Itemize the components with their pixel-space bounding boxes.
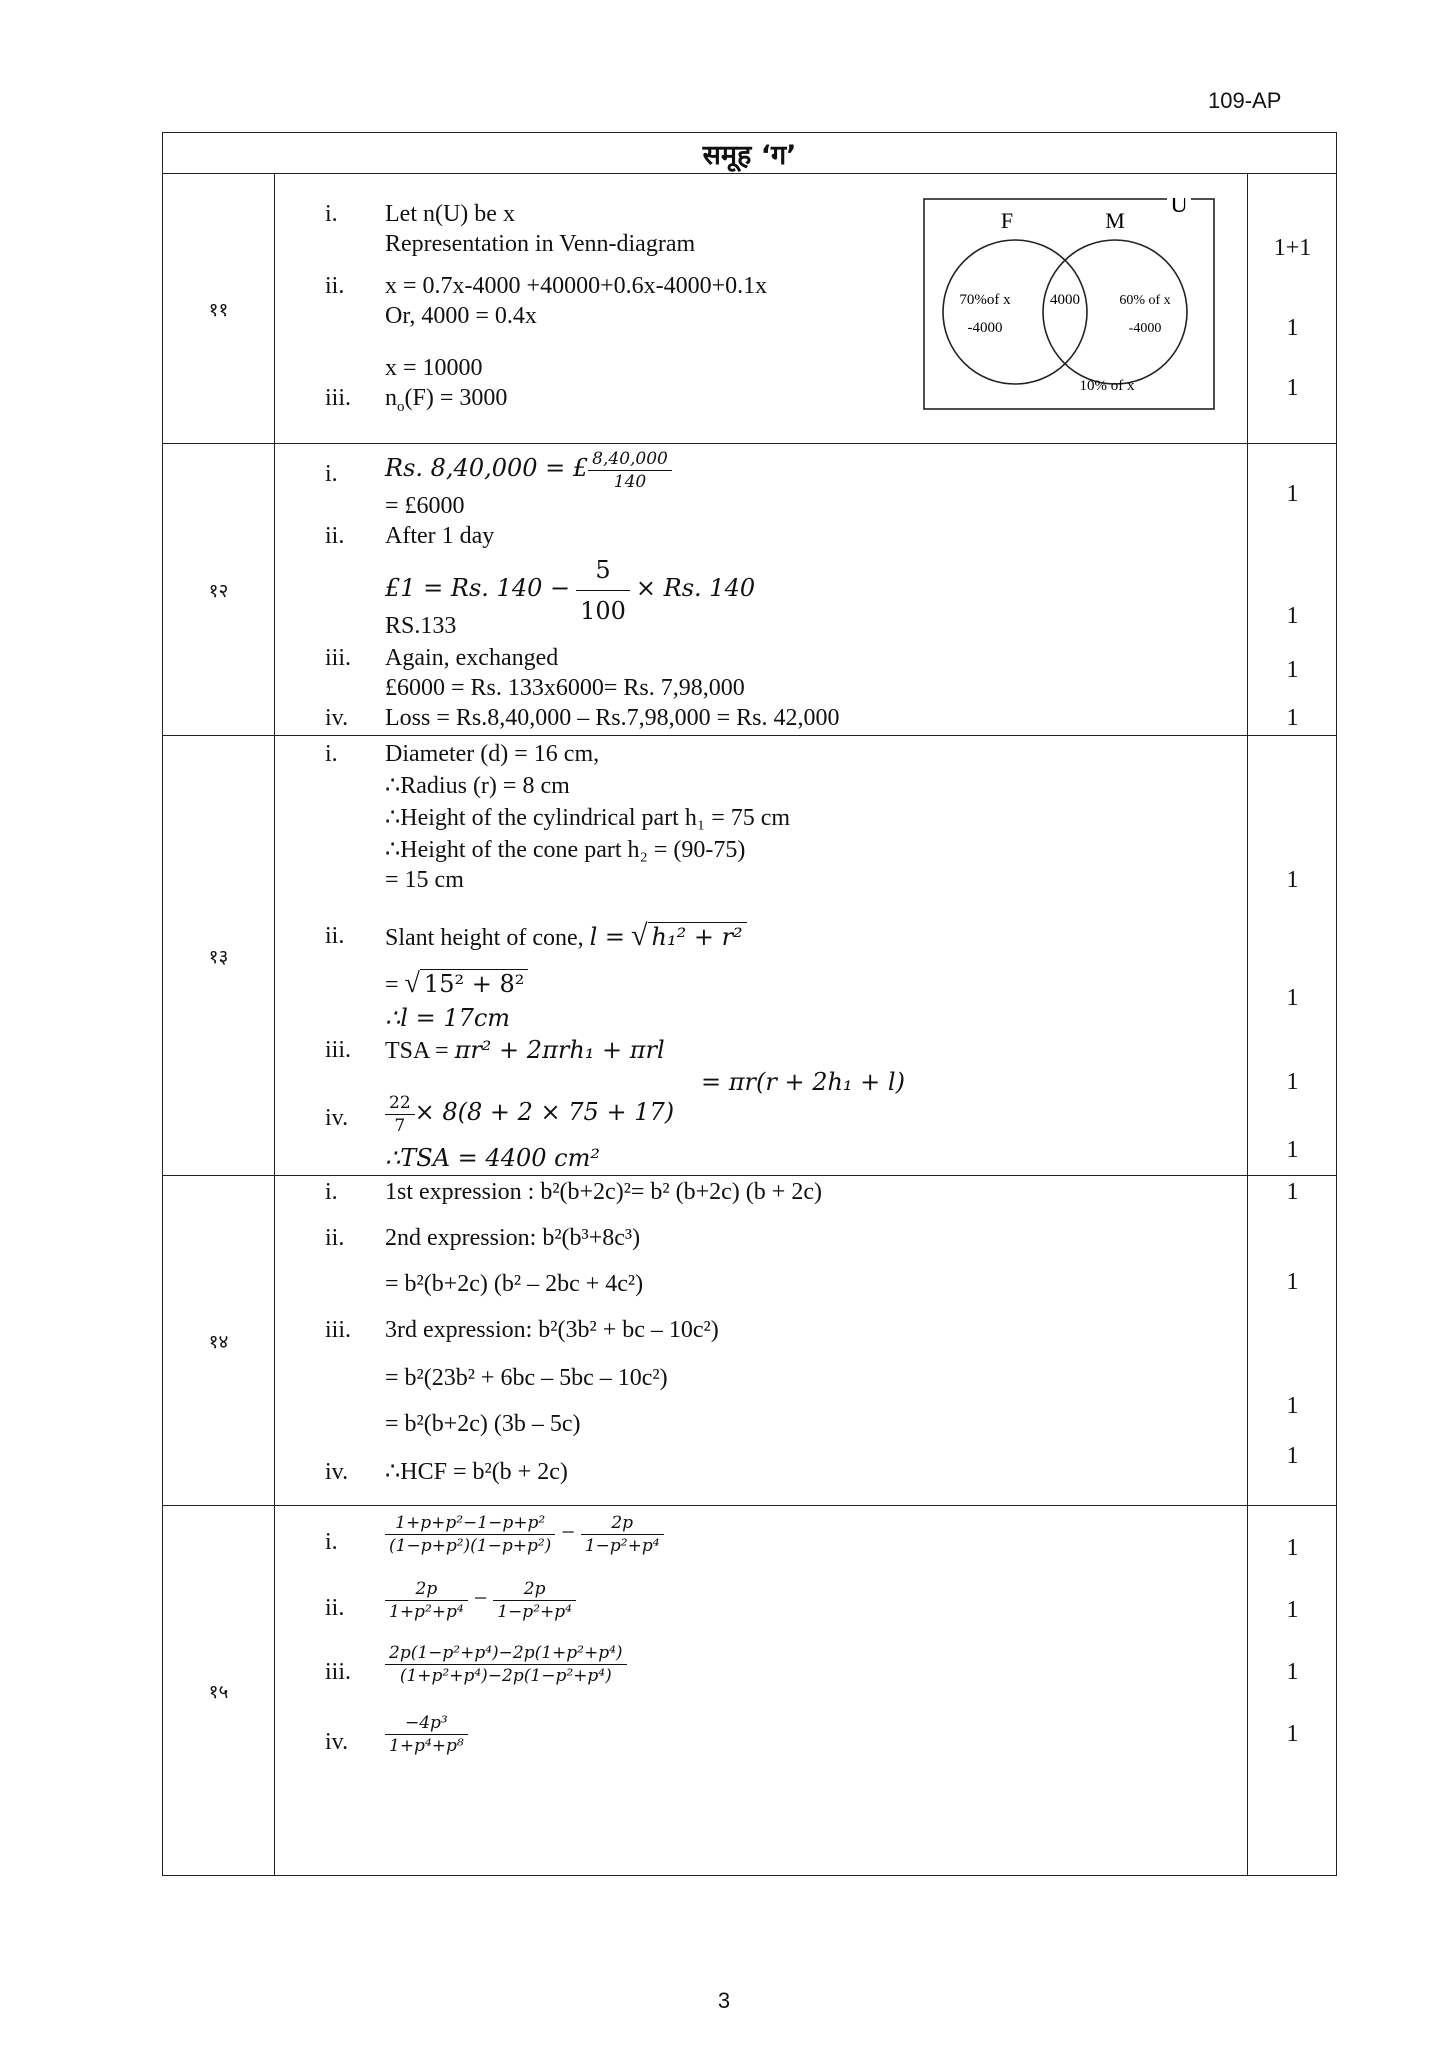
solution-line: 1st expression : b²(b+2c)²= b² (b+2c) (b + 2c)	[385, 1179, 822, 1205]
solution-line: ∴TSA = 4400 cm²	[385, 1144, 600, 1172]
marks-cell	[1248, 736, 1337, 1176]
step-numeral: ii.	[325, 1225, 345, 1251]
solution-line: x = 0.7x-4000 +40000+0.6x-4000+0.1x	[385, 273, 768, 299]
marks-value: 1	[1286, 985, 1299, 1011]
solution-line: 2nd expression: b²(b³+8c³)	[385, 1225, 641, 1251]
question-row-11	[163, 174, 1337, 444]
solution-line: £1 = Rs. 140 − $\frac{5}{100}$ × Rs. 140	[385, 550, 755, 631]
fraction: $\frac{\text{2p(1−p²+p⁴)−2p(1+p²+p⁴)}}{\text{(1+p²+p⁴)−2p(1−p²+p⁴)}}$	[385, 1642, 627, 1687]
fraction: $\frac{2p}{\text{1−p²+p⁴}}$	[493, 1578, 576, 1623]
solution-line: = b²(23b² + 6bc – 5bc – 10c²)	[385, 1365, 668, 1391]
marks-value: 1	[1286, 1721, 1299, 1747]
solution-line: $\frac{\text{1+p+p²−1−p+p²}}{\text{(1−p+p²)(1−p+p²)}}$ − $\frac{2p}{\text{1−p²+p⁴}}$	[385, 1512, 664, 1557]
question-row-13	[163, 736, 1337, 1176]
question-number: १२	[163, 444, 275, 736]
marks-value: 1	[1286, 867, 1299, 893]
fraction: $\frac{5}{100}$	[576, 550, 630, 631]
marks-cell	[1248, 444, 1337, 736]
question-number: १३	[163, 736, 275, 1176]
marks-value: 1	[1286, 315, 1299, 341]
step-numeral: i.	[325, 1179, 338, 1205]
step-numeral: iii.	[325, 645, 352, 671]
solution-line	[385, 1642, 627, 1687]
venn-f-only-2: -4000	[967, 320, 1003, 336]
step-numeral: iv.	[325, 1729, 349, 1755]
group-title: समूह ‘ग’	[163, 133, 1337, 174]
marks-value: 1	[1286, 1597, 1299, 1623]
marks-value: 1	[1286, 1659, 1299, 1685]
solution-line: 3rd expression: b²(3b² + bc – 10c²)	[385, 1317, 719, 1343]
question-row-15	[163, 1506, 1337, 1876]
question-row-14	[163, 1176, 1337, 1506]
solution-line: $n_o(F) = 3000$	[385, 385, 508, 415]
solution-line: ∴Height of the cylindrical part h₁ = 75 cm	[385, 805, 791, 831]
paper-code: 109-AP	[1208, 88, 1282, 113]
solution-line: Loss = Rs.8,40,000 – Rs.7,98,000 = Rs. 42,000	[385, 705, 840, 731]
solution-line: After 1 day	[385, 523, 495, 549]
solution-cell	[275, 736, 1248, 1176]
step-numeral: iv.	[325, 705, 349, 731]
solution-line: = 15 cm	[385, 867, 464, 893]
venn-diagram	[923, 198, 1215, 410]
solution-line: ∴HCF = b²(b + 2c)	[385, 1459, 568, 1485]
solution-line	[385, 1712, 468, 1757]
fraction: $\frac{2p}{\text{1−p²+p⁴}}$	[581, 1512, 664, 1557]
marks-cell	[1248, 1176, 1337, 1506]
step-numeral: i.	[325, 1529, 338, 1555]
page-number: 3	[717, 1988, 731, 2013]
marks-cell	[1248, 174, 1337, 444]
solution-line: Slant height of cone, l = √ h₁² + r²	[385, 922, 747, 952]
answer-table	[162, 132, 1337, 1876]
marks-value: 1	[1286, 657, 1299, 683]
solution-line: = πr(r + 2h₁ + l)	[701, 1068, 905, 1096]
step-numeral: iii.	[325, 385, 352, 411]
step-numeral: iii.	[325, 1659, 352, 1685]
step-numeral: ii.	[325, 1595, 345, 1621]
question-row-12	[163, 444, 1337, 736]
question-number: १४	[163, 1176, 275, 1506]
step-numeral: iv.	[325, 1459, 349, 1485]
solution-line: = b²(b+2c) (b² – 2bc + 4c²)	[385, 1271, 644, 1297]
marks-value: 1+1	[1273, 235, 1312, 261]
solution-line: = b²(b+2c) (3b – 5c)	[385, 1411, 581, 1437]
marks-cell	[1248, 1506, 1337, 1876]
step-numeral: ii.	[325, 923, 345, 949]
step-numeral: ii.	[325, 273, 345, 299]
solution-line: = £6000	[385, 493, 465, 519]
solution-cell	[275, 444, 1248, 736]
marks-value: 1	[1286, 1393, 1299, 1419]
solution-line: RS.133	[385, 613, 457, 639]
step-numeral: i.	[325, 201, 338, 227]
fraction: $\frac{\text{1+p+p²−1−p+p²}}{\text{(1−p+p²)(1−p+p²)}}$	[385, 1512, 555, 1557]
fraction: $\frac{\text{−4p³}}{\text{1+p⁴+p⁸}}$	[385, 1712, 468, 1757]
solution-line: £6000 = Rs. 133x6000= Rs. 7,98,000	[385, 675, 745, 701]
venn-neither: 10% of x	[1079, 378, 1135, 394]
venn-set-f-label: F	[1000, 208, 1014, 233]
solution-cell	[275, 1506, 1248, 1876]
question-number: ११	[163, 174, 275, 444]
marks-value: 1	[1286, 1179, 1299, 1205]
step-numeral: ii.	[325, 523, 345, 549]
solution-line: x = 10000	[385, 355, 483, 381]
solution-cell	[275, 174, 1248, 444]
venn-circle-m	[1043, 240, 1187, 384]
venn-f-only-1: 70%of x	[959, 292, 1011, 308]
venn-circle-f	[943, 240, 1087, 384]
solution-line: Representation in Venn-diagram	[385, 231, 696, 257]
solution-line: $\frac{2p}{\text{1+p²+p⁴}}$ − $\frac{2p}{\text{1−p²+p⁴}}$	[385, 1578, 576, 1623]
venn-m-only-1: 60% of x	[1119, 293, 1171, 308]
venn-m-only-2: -4000	[1128, 321, 1162, 336]
solution-line: ∴l = 17cm	[385, 1004, 511, 1032]
step-numeral: iv.	[325, 1105, 349, 1131]
step-numeral: i.	[325, 741, 338, 767]
marks-value: 1	[1286, 1069, 1299, 1095]
marks-value: 1	[1286, 603, 1299, 629]
question-number: १५	[163, 1506, 275, 1876]
solution-line: Let n(U) be x	[385, 201, 515, 227]
marks-value: 1	[1286, 1269, 1299, 1295]
fraction: $\frac{8,40,000}{140}$	[588, 448, 672, 493]
marks-value: 1	[1286, 1137, 1299, 1163]
solution-line: ∴Height of the cone part h₂ = (90-75)	[385, 837, 746, 863]
marks-value: 1	[1286, 481, 1299, 507]
venn-universal-label: U	[1170, 198, 1188, 218]
solution-line: Or, 4000 = 0.4x	[385, 303, 537, 329]
solution-line: TSA = πr² + 2πrh₁ + πrl	[385, 1036, 665, 1064]
solution-line: ∴Radius (r) = 8 cm	[385, 773, 570, 799]
solution-line: Again, exchanged	[385, 645, 559, 671]
step-numeral: i.	[325, 461, 338, 487]
marks-value: 1	[1286, 1535, 1299, 1561]
venn-intersection: 4000	[1050, 292, 1080, 308]
solution-line: $\frac{22}{7}$ × 8(8 + 2 × 75 + 17)	[385, 1092, 674, 1137]
fraction: $\frac{22}{7}$	[385, 1092, 415, 1137]
fraction: $\frac{2p}{\text{1+p²+p⁴}}$	[385, 1578, 468, 1623]
solution-line: Rs. 8,40,000 = £ $\frac{8,40,000}{140}$	[385, 448, 672, 493]
solution-line: Diameter (d) = 16 cm,	[385, 741, 600, 767]
step-numeral: iii.	[325, 1037, 352, 1063]
marks-value: 1	[1286, 375, 1299, 401]
solution-cell	[275, 1176, 1248, 1506]
marks-value: 1	[1286, 705, 1299, 731]
marks-value: 1	[1286, 1443, 1299, 1469]
venn-set-m-label: M	[1105, 208, 1125, 233]
step-numeral: iii.	[325, 1317, 352, 1343]
solution-line: = √ 15² + 8²	[385, 970, 528, 999]
